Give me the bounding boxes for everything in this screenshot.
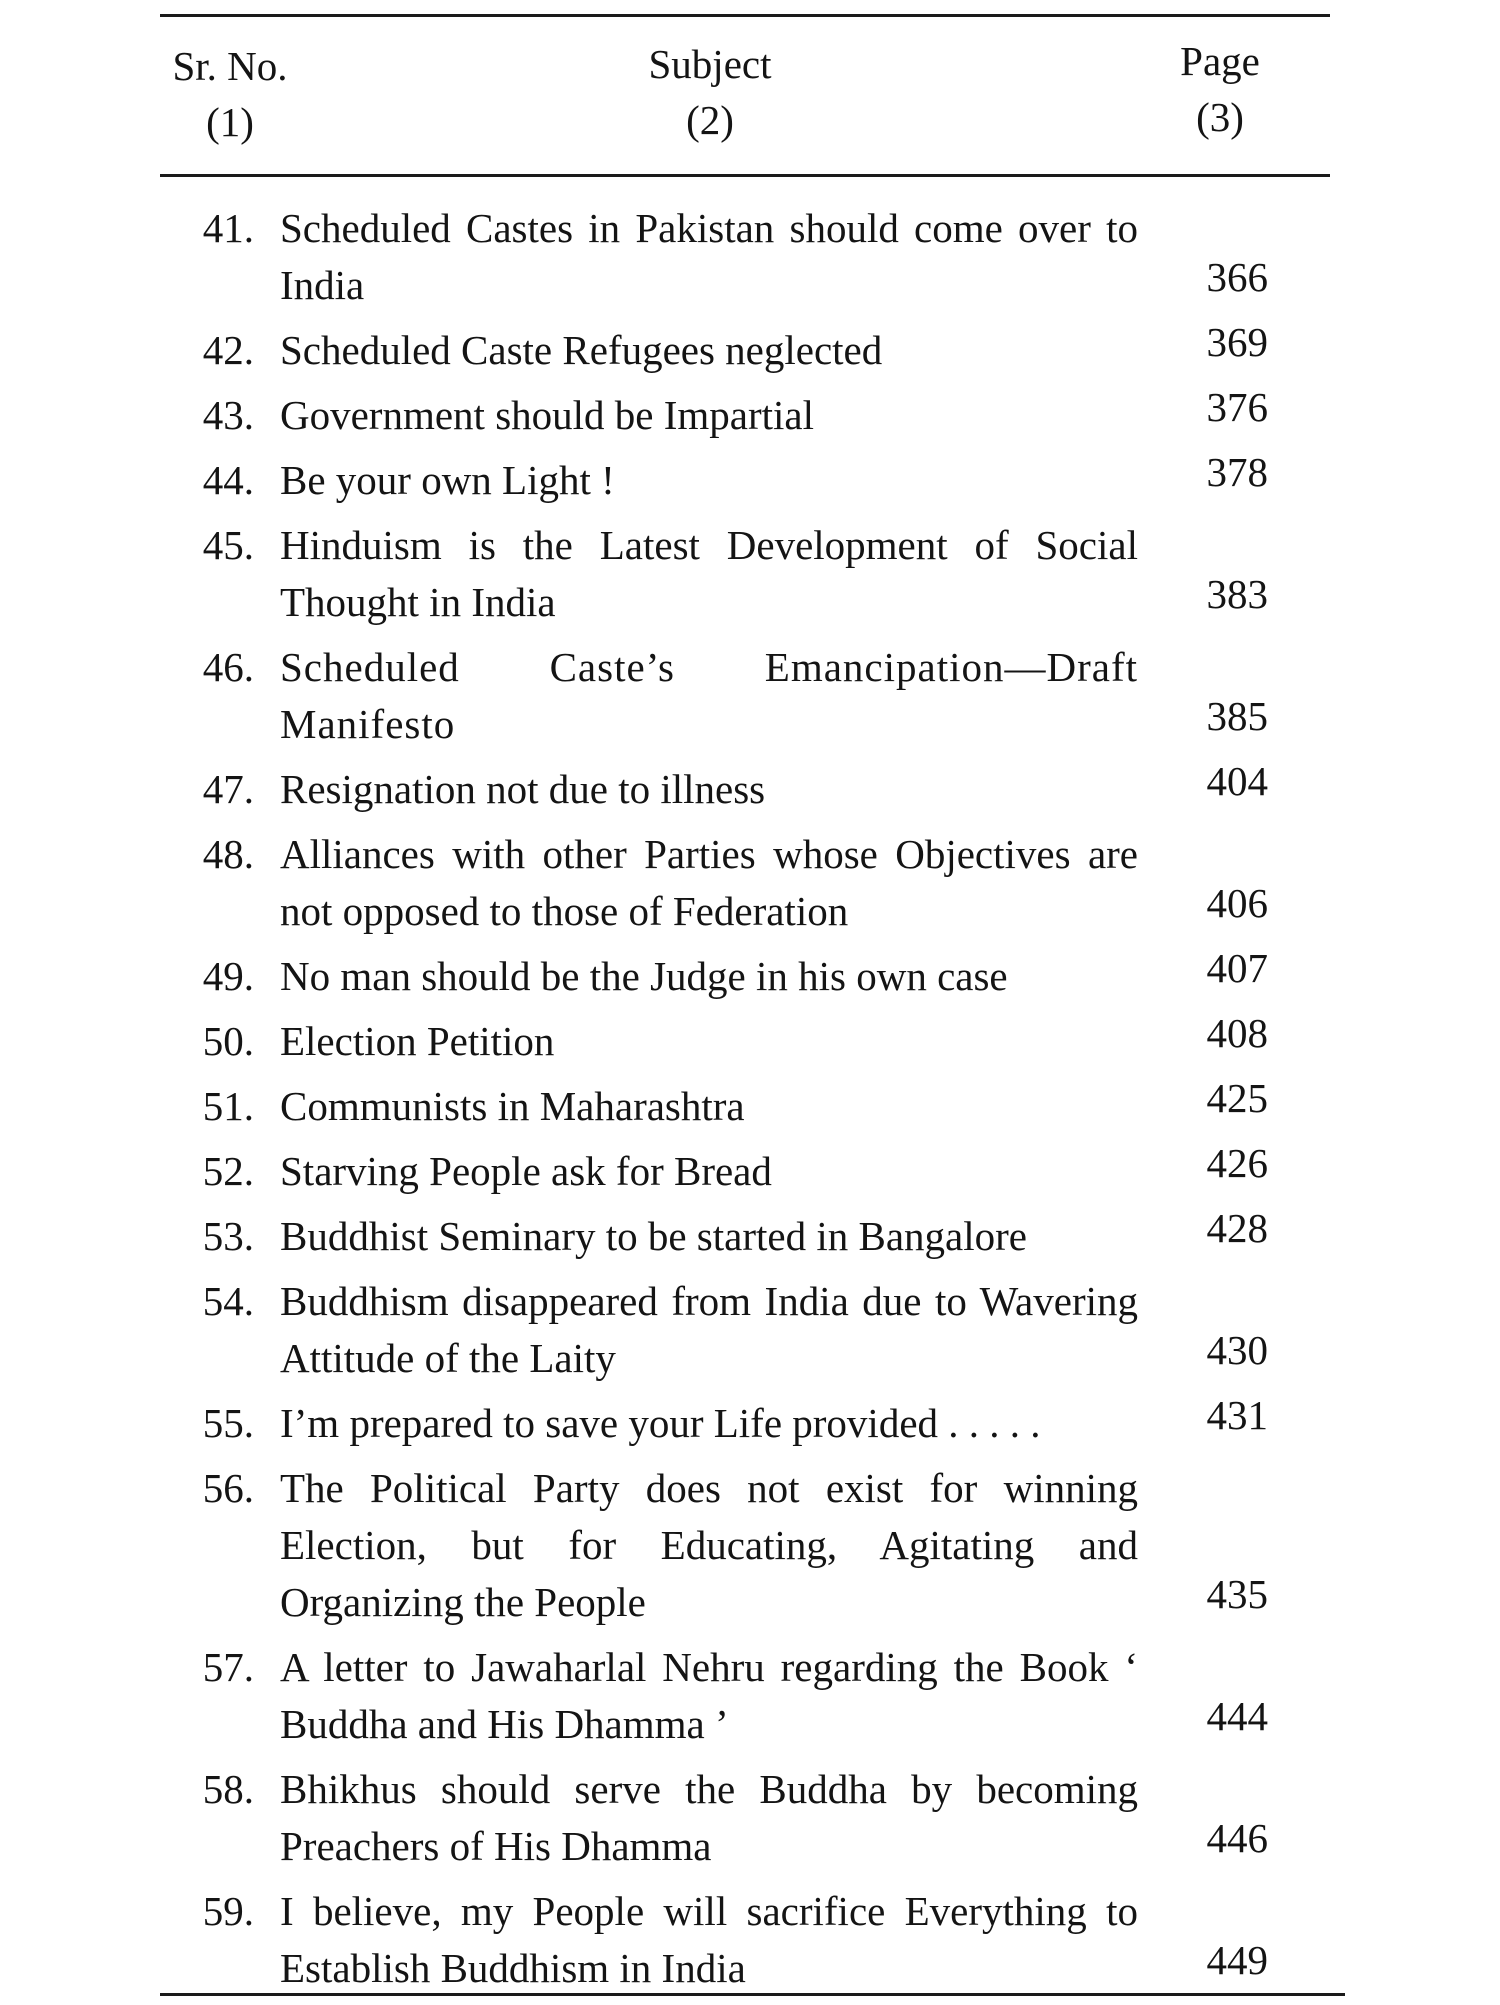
entry-page: 385 bbox=[1206, 693, 1268, 739]
contents-entry-47 bbox=[160, 758, 1340, 818]
entry-number: 56. bbox=[202, 1465, 254, 1511]
entry-number: 47. bbox=[202, 766, 254, 812]
entry-subject: No man should be the Judge in his own case bbox=[280, 953, 1008, 999]
page-column-number: (3) bbox=[1196, 94, 1244, 140]
entry-page: 431 bbox=[1206, 1392, 1268, 1438]
column-header-sr-no bbox=[160, 38, 300, 150]
contents-entry-44 bbox=[160, 449, 1340, 509]
page-label: Page bbox=[1180, 38, 1260, 84]
entry-number: 54. bbox=[202, 1278, 254, 1324]
subject-column-number: (2) bbox=[686, 97, 734, 143]
entry-number: 48. bbox=[202, 831, 254, 877]
contents-entry-59 bbox=[160, 1883, 1340, 1997]
contents-entry-46 bbox=[160, 639, 1340, 753]
entry-number: 44. bbox=[202, 457, 254, 503]
entry-page: 408 bbox=[1206, 1010, 1268, 1056]
entry-number: 45. bbox=[202, 522, 254, 568]
contents-entry-45 bbox=[160, 517, 1340, 631]
header-rule bbox=[160, 174, 1330, 177]
entry-subject: Scheduled Caste Refugees neglected bbox=[280, 327, 883, 373]
entry-page: 376 bbox=[1206, 384, 1268, 430]
entry-subject: Buddhist Seminary to be started in Bangalore bbox=[280, 1213, 1027, 1259]
entry-page: 444 bbox=[1206, 1693, 1268, 1739]
entry-subject: I’m prepared to save your Life provided . . . . . bbox=[280, 1400, 1041, 1446]
entry-page: 425 bbox=[1206, 1075, 1268, 1121]
contents-entry-54 bbox=[160, 1273, 1340, 1387]
entry-page: 383 bbox=[1206, 571, 1268, 617]
entry-subject: The Political Party does not exist for winning Election, but for Educating, Agitating and Organizing the People bbox=[280, 1465, 1138, 1625]
entry-subject: A letter to Jawaharlal Nehru regarding the Book ‘ Buddha and His Dhamma ’ bbox=[280, 1644, 1138, 1747]
contents-entry-58 bbox=[160, 1761, 1340, 1875]
contents-entry-56 bbox=[160, 1460, 1340, 1631]
contents-entry-57 bbox=[160, 1639, 1340, 1753]
entry-page: 446 bbox=[1206, 1815, 1268, 1861]
entry-number: 52. bbox=[202, 1148, 254, 1194]
entry-subject: Scheduled Caste’s Emancipation—Draft Manifesto bbox=[280, 644, 1138, 747]
entry-subject: Communists in Maharashtra bbox=[280, 1083, 745, 1129]
entry-page: 430 bbox=[1206, 1327, 1268, 1373]
entry-page: 428 bbox=[1206, 1205, 1268, 1251]
sr-no-column-number: (1) bbox=[206, 99, 254, 145]
entry-page: 449 bbox=[1206, 1937, 1268, 1983]
top-rule bbox=[160, 14, 1330, 17]
entry-page: 378 bbox=[1206, 449, 1268, 495]
entry-subject: Alliances with other Parties whose Objectives are not opposed to those of Federation bbox=[280, 831, 1138, 934]
column-header-subject bbox=[610, 36, 810, 148]
contents-entry-51 bbox=[160, 1075, 1340, 1135]
entry-number: 57. bbox=[202, 1644, 254, 1690]
contents-entry-53 bbox=[160, 1205, 1340, 1265]
entry-subject: Resignation not due to illness bbox=[280, 766, 766, 812]
entry-page: 369 bbox=[1206, 319, 1268, 365]
entry-page: 406 bbox=[1206, 880, 1268, 926]
entry-number: 46. bbox=[202, 644, 254, 690]
entry-number: 55. bbox=[202, 1400, 254, 1446]
contents-entry-48 bbox=[160, 826, 1340, 940]
entry-page: 366 bbox=[1206, 254, 1268, 300]
entry-subject: Starving People ask for Bread bbox=[280, 1148, 772, 1194]
entry-subject: Bhikhus should serve the Buddha by becoming Preachers of His Dhamma bbox=[280, 1766, 1138, 1869]
contents-entry-43 bbox=[160, 384, 1340, 444]
contents-entry-55 bbox=[160, 1392, 1340, 1452]
entry-number: 42. bbox=[202, 327, 254, 373]
contents-entry-49 bbox=[160, 945, 1340, 1005]
entry-number: 50. bbox=[202, 1018, 254, 1064]
contents-entry-41 bbox=[160, 200, 1340, 314]
bottom-rule bbox=[160, 1993, 1345, 1996]
entry-subject: I believe, my People will sacrifice Everything to Establish Buddhism in India bbox=[280, 1888, 1138, 1991]
entry-subject: Buddhism disappeared from India due to Wavering Attitude of the Laity bbox=[280, 1278, 1138, 1381]
entry-number: 43. bbox=[202, 392, 254, 438]
entry-number: 59. bbox=[202, 1888, 254, 1934]
entry-number: 58. bbox=[202, 1766, 254, 1812]
contents-list bbox=[160, 200, 1340, 2005]
entry-subject: Scheduled Castes in Pakistan should come over to India bbox=[280, 205, 1138, 308]
entry-page: 404 bbox=[1206, 758, 1268, 804]
entry-number: 49. bbox=[202, 953, 254, 999]
entry-subject: Election Petition bbox=[280, 1018, 555, 1064]
column-header-page bbox=[1160, 33, 1280, 145]
entry-subject: Hinduism is the Latest Development of Social Thought in India bbox=[280, 522, 1138, 625]
entry-subject: Government should be Impartial bbox=[280, 392, 815, 438]
entry-number: 41. bbox=[202, 205, 254, 251]
entry-page: 407 bbox=[1206, 945, 1268, 991]
entry-number: 51. bbox=[202, 1083, 254, 1129]
subject-label: Subject bbox=[648, 41, 772, 87]
entry-subject: Be your own Light ! bbox=[280, 457, 615, 503]
contents-page bbox=[160, 0, 1340, 2000]
entry-page: 426 bbox=[1206, 1140, 1268, 1186]
contents-entry-50 bbox=[160, 1010, 1340, 1070]
contents-entry-42 bbox=[160, 319, 1340, 379]
entry-page: 435 bbox=[1206, 1571, 1268, 1617]
entry-number: 53. bbox=[202, 1213, 254, 1259]
contents-entry-52 bbox=[160, 1140, 1340, 1200]
sr-no-label: Sr. No. bbox=[172, 43, 288, 89]
